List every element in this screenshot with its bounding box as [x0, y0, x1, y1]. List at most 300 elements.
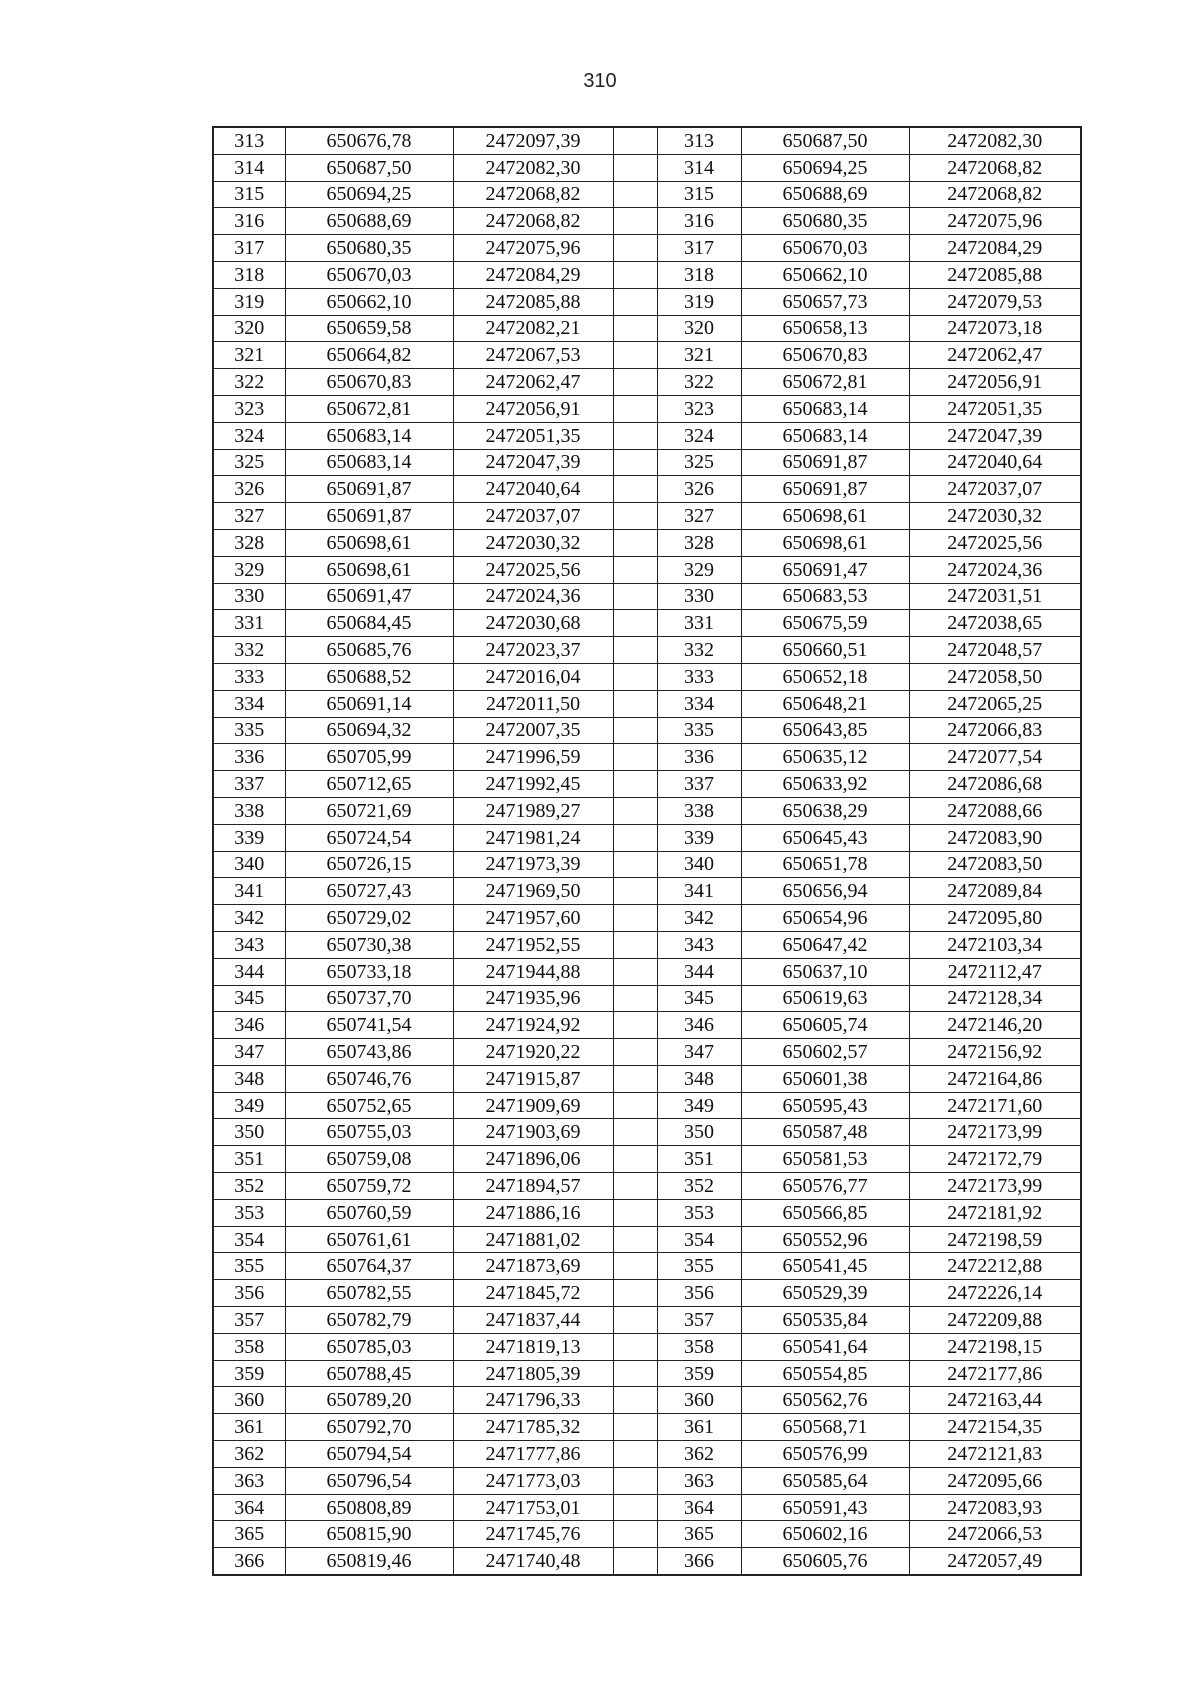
- separator-cell: [613, 1333, 657, 1360]
- x-coordinate-cell: 650705,99: [285, 744, 453, 771]
- y-coordinate-cell: 2472068,82: [909, 181, 1081, 208]
- x-coordinate-cell: 650691,87: [741, 449, 909, 476]
- y-coordinate-cell: 2472067,53: [453, 342, 613, 369]
- y-coordinate-cell: 2472068,82: [453, 208, 613, 235]
- x-coordinate-cell: 650602,16: [741, 1521, 909, 1548]
- x-coordinate-cell: 650680,35: [741, 208, 909, 235]
- y-coordinate-cell: 2472056,91: [453, 395, 613, 422]
- y-coordinate-cell: 2472075,96: [909, 208, 1081, 235]
- point-number-cell: 329: [657, 556, 741, 583]
- y-coordinate-cell: 2471969,50: [453, 878, 613, 905]
- point-number-cell: 359: [657, 1360, 741, 1387]
- x-coordinate-cell: 650698,61: [741, 503, 909, 530]
- y-coordinate-cell: 2472089,84: [909, 878, 1081, 905]
- point-number-cell: 326: [213, 476, 285, 503]
- x-coordinate-cell: 650698,61: [741, 529, 909, 556]
- table-row: [213, 985, 1081, 1012]
- x-coordinate-cell: 650819,46: [285, 1548, 453, 1575]
- x-coordinate-cell: 650741,54: [285, 1012, 453, 1039]
- table-row: [213, 154, 1081, 181]
- point-number-cell: 366: [657, 1548, 741, 1575]
- separator-cell: [613, 1360, 657, 1387]
- y-coordinate-cell: 2471903,69: [453, 1119, 613, 1146]
- y-coordinate-cell: 2472047,39: [453, 449, 613, 476]
- separator-cell: [613, 503, 657, 530]
- point-number-cell: 318: [213, 261, 285, 288]
- point-number-cell: 317: [657, 235, 741, 262]
- table-row: [213, 824, 1081, 851]
- table-row: [213, 637, 1081, 664]
- y-coordinate-cell: 2471845,72: [453, 1280, 613, 1307]
- point-number-cell: 339: [213, 824, 285, 851]
- point-number-cell: 347: [213, 1039, 285, 1066]
- point-number-cell: 323: [213, 395, 285, 422]
- x-coordinate-cell: 650684,45: [285, 610, 453, 637]
- point-number-cell: 339: [657, 824, 741, 851]
- y-coordinate-cell: 2472038,65: [909, 610, 1081, 637]
- y-coordinate-cell: 2472062,47: [909, 342, 1081, 369]
- y-coordinate-cell: 2472172,79: [909, 1146, 1081, 1173]
- point-number-cell: 348: [213, 1065, 285, 1092]
- y-coordinate-cell: 2472085,88: [909, 261, 1081, 288]
- x-coordinate-cell: 650670,83: [285, 369, 453, 396]
- point-number-cell: 355: [657, 1253, 741, 1280]
- point-number-cell: 313: [213, 127, 285, 154]
- coordinates-table-body: [213, 127, 1081, 1575]
- point-number-cell: 320: [213, 315, 285, 342]
- point-number-cell: 343: [213, 931, 285, 958]
- x-coordinate-cell: 650654,96: [741, 905, 909, 932]
- table-row: [213, 503, 1081, 530]
- separator-cell: [613, 663, 657, 690]
- y-coordinate-cell: 2472048,57: [909, 637, 1081, 664]
- point-number-cell: 357: [657, 1307, 741, 1334]
- point-number-cell: 349: [657, 1092, 741, 1119]
- table-row: [213, 1173, 1081, 1200]
- y-coordinate-cell: 2472051,35: [909, 395, 1081, 422]
- x-coordinate-cell: 650656,94: [741, 878, 909, 905]
- table-row: [213, 744, 1081, 771]
- separator-cell: [613, 154, 657, 181]
- coordinates-table: [212, 126, 1082, 1576]
- x-coordinate-cell: 650688,69: [285, 208, 453, 235]
- y-coordinate-cell: 2472025,56: [909, 529, 1081, 556]
- separator-cell: [613, 1467, 657, 1494]
- separator-cell: [613, 261, 657, 288]
- table-row: [213, 1092, 1081, 1119]
- y-coordinate-cell: 2471805,39: [453, 1360, 613, 1387]
- separator-cell: [613, 556, 657, 583]
- y-coordinate-cell: 2472058,50: [909, 663, 1081, 690]
- point-number-cell: 336: [657, 744, 741, 771]
- y-coordinate-cell: 2472024,36: [909, 556, 1081, 583]
- point-number-cell: 327: [213, 503, 285, 530]
- x-coordinate-cell: 650815,90: [285, 1521, 453, 1548]
- table-row: [213, 369, 1081, 396]
- y-coordinate-cell: 2472066,83: [909, 717, 1081, 744]
- y-coordinate-cell: 2471740,48: [453, 1548, 613, 1575]
- table-row: [213, 717, 1081, 744]
- x-coordinate-cell: 650635,12: [741, 744, 909, 771]
- y-coordinate-cell: 2471973,39: [453, 851, 613, 878]
- separator-cell: [613, 637, 657, 664]
- y-coordinate-cell: 2472075,96: [453, 235, 613, 262]
- y-coordinate-cell: 2472037,07: [909, 476, 1081, 503]
- table-row: [213, 1441, 1081, 1468]
- table-row: [213, 690, 1081, 717]
- separator-cell: [613, 771, 657, 798]
- x-coordinate-cell: 650660,51: [741, 637, 909, 664]
- point-number-cell: 317: [213, 235, 285, 262]
- separator-cell: [613, 181, 657, 208]
- separator-cell: [613, 1280, 657, 1307]
- y-coordinate-cell: 2471952,55: [453, 931, 613, 958]
- separator-cell: [613, 1039, 657, 1066]
- x-coordinate-cell: 650737,70: [285, 985, 453, 1012]
- y-coordinate-cell: 2472077,54: [909, 744, 1081, 771]
- point-number-cell: 341: [657, 878, 741, 905]
- x-coordinate-cell: 650691,47: [741, 556, 909, 583]
- point-number-cell: 338: [213, 797, 285, 824]
- table-row: [213, 529, 1081, 556]
- y-coordinate-cell: 2471785,32: [453, 1414, 613, 1441]
- x-coordinate-cell: 650585,64: [741, 1467, 909, 1494]
- y-coordinate-cell: 2471819,13: [453, 1333, 613, 1360]
- point-number-cell: 360: [213, 1387, 285, 1414]
- point-number-cell: 324: [213, 422, 285, 449]
- y-coordinate-cell: 2472128,34: [909, 985, 1081, 1012]
- y-coordinate-cell: 2472095,66: [909, 1467, 1081, 1494]
- x-coordinate-cell: 650788,45: [285, 1360, 453, 1387]
- separator-cell: [613, 288, 657, 315]
- table-row: [213, 127, 1081, 154]
- table-row: [213, 1387, 1081, 1414]
- y-coordinate-cell: 2471753,01: [453, 1494, 613, 1521]
- point-number-cell: 350: [213, 1119, 285, 1146]
- point-number-cell: 342: [657, 905, 741, 932]
- point-number-cell: 356: [657, 1280, 741, 1307]
- y-coordinate-cell: 2472023,37: [453, 637, 613, 664]
- x-coordinate-cell: 650587,48: [741, 1119, 909, 1146]
- x-coordinate-cell: 650755,03: [285, 1119, 453, 1146]
- separator-cell: [613, 529, 657, 556]
- y-coordinate-cell: 2472146,20: [909, 1012, 1081, 1039]
- y-coordinate-cell: 2472068,82: [909, 154, 1081, 181]
- point-number-cell: 363: [213, 1467, 285, 1494]
- x-coordinate-cell: 650672,81: [285, 395, 453, 422]
- table-row: [213, 1333, 1081, 1360]
- table-row: [213, 1226, 1081, 1253]
- point-number-cell: 340: [213, 851, 285, 878]
- y-coordinate-cell: 2472198,59: [909, 1226, 1081, 1253]
- y-coordinate-cell: 2472011,50: [453, 690, 613, 717]
- separator-cell: [613, 395, 657, 422]
- y-coordinate-cell: 2472066,53: [909, 1521, 1081, 1548]
- point-number-cell: 366: [213, 1548, 285, 1575]
- separator-cell: [613, 851, 657, 878]
- y-coordinate-cell: 2472082,30: [453, 154, 613, 181]
- point-number-cell: 319: [657, 288, 741, 315]
- point-number-cell: 354: [657, 1226, 741, 1253]
- point-number-cell: 365: [213, 1521, 285, 1548]
- point-number-cell: 322: [657, 369, 741, 396]
- x-coordinate-cell: 650529,39: [741, 1280, 909, 1307]
- separator-cell: [613, 1387, 657, 1414]
- separator-cell: [613, 342, 657, 369]
- point-number-cell: 328: [213, 529, 285, 556]
- x-coordinate-cell: 650746,76: [285, 1065, 453, 1092]
- table-row: [213, 1065, 1081, 1092]
- table-row: [213, 1360, 1081, 1387]
- separator-cell: [613, 797, 657, 824]
- y-coordinate-cell: 2472088,66: [909, 797, 1081, 824]
- y-coordinate-cell: 2472083,90: [909, 824, 1081, 851]
- point-number-cell: 343: [657, 931, 741, 958]
- point-number-cell: 322: [213, 369, 285, 396]
- table-row: [213, 1146, 1081, 1173]
- x-coordinate-cell: 650782,79: [285, 1307, 453, 1334]
- table-row: [213, 235, 1081, 262]
- x-coordinate-cell: 650688,69: [741, 181, 909, 208]
- y-coordinate-cell: 2472031,51: [909, 583, 1081, 610]
- y-coordinate-cell: 2471886,16: [453, 1199, 613, 1226]
- y-coordinate-cell: 2471837,44: [453, 1307, 613, 1334]
- separator-cell: [613, 1226, 657, 1253]
- table-row: [213, 1280, 1081, 1307]
- separator-cell: [613, 958, 657, 985]
- x-coordinate-cell: 650591,43: [741, 1494, 909, 1521]
- separator-cell: [613, 1253, 657, 1280]
- x-coordinate-cell: 650759,72: [285, 1173, 453, 1200]
- x-coordinate-cell: 650792,70: [285, 1414, 453, 1441]
- y-coordinate-cell: 2472062,47: [453, 369, 613, 396]
- x-coordinate-cell: 650685,76: [285, 637, 453, 664]
- x-coordinate-cell: 650664,82: [285, 342, 453, 369]
- x-coordinate-cell: 650541,64: [741, 1333, 909, 1360]
- separator-cell: [613, 717, 657, 744]
- x-coordinate-cell: 650698,61: [285, 529, 453, 556]
- x-coordinate-cell: 650726,15: [285, 851, 453, 878]
- point-number-cell: 319: [213, 288, 285, 315]
- separator-cell: [613, 422, 657, 449]
- y-coordinate-cell: 2472025,56: [453, 556, 613, 583]
- point-number-cell: 328: [657, 529, 741, 556]
- y-coordinate-cell: 2472177,86: [909, 1360, 1081, 1387]
- x-coordinate-cell: 650796,54: [285, 1467, 453, 1494]
- y-coordinate-cell: 2471924,92: [453, 1012, 613, 1039]
- y-coordinate-cell: 2471873,69: [453, 1253, 613, 1280]
- y-coordinate-cell: 2471896,06: [453, 1146, 613, 1173]
- x-coordinate-cell: 650688,52: [285, 663, 453, 690]
- table-row: [213, 1119, 1081, 1146]
- point-number-cell: 332: [657, 637, 741, 664]
- point-number-cell: 321: [213, 342, 285, 369]
- point-number-cell: 330: [213, 583, 285, 610]
- table-row: [213, 342, 1081, 369]
- y-coordinate-cell: 2472121,83: [909, 1441, 1081, 1468]
- point-number-cell: 318: [657, 261, 741, 288]
- x-coordinate-cell: 650752,65: [285, 1092, 453, 1119]
- x-coordinate-cell: 650652,18: [741, 663, 909, 690]
- y-coordinate-cell: 2472082,30: [909, 127, 1081, 154]
- y-coordinate-cell: 2472085,88: [453, 288, 613, 315]
- point-number-cell: 363: [657, 1467, 741, 1494]
- table-row: [213, 1414, 1081, 1441]
- point-number-cell: 335: [657, 717, 741, 744]
- y-coordinate-cell: 2472068,82: [453, 181, 613, 208]
- point-number-cell: 341: [213, 878, 285, 905]
- x-coordinate-cell: 650680,35: [285, 235, 453, 262]
- x-coordinate-cell: 650698,61: [285, 556, 453, 583]
- y-coordinate-cell: 2472037,07: [453, 503, 613, 530]
- x-coordinate-cell: 650764,37: [285, 1253, 453, 1280]
- y-coordinate-cell: 2472057,49: [909, 1548, 1081, 1575]
- table-row: [213, 931, 1081, 958]
- table-row: [213, 476, 1081, 503]
- point-number-cell: 346: [213, 1012, 285, 1039]
- y-coordinate-cell: 2472103,34: [909, 931, 1081, 958]
- y-coordinate-cell: 2472040,64: [453, 476, 613, 503]
- point-number-cell: 349: [213, 1092, 285, 1119]
- point-number-cell: 323: [657, 395, 741, 422]
- x-coordinate-cell: 650638,29: [741, 797, 909, 824]
- table-row: [213, 878, 1081, 905]
- y-coordinate-cell: 2471957,60: [453, 905, 613, 932]
- point-number-cell: 365: [657, 1521, 741, 1548]
- x-coordinate-cell: 650554,85: [741, 1360, 909, 1387]
- separator-cell: [613, 1494, 657, 1521]
- separator-cell: [613, 1146, 657, 1173]
- x-coordinate-cell: 650759,08: [285, 1146, 453, 1173]
- y-coordinate-cell: 2472040,64: [909, 449, 1081, 476]
- point-number-cell: 352: [657, 1173, 741, 1200]
- point-number-cell: 325: [657, 449, 741, 476]
- point-number-cell: 352: [213, 1173, 285, 1200]
- x-coordinate-cell: 650581,53: [741, 1146, 909, 1173]
- x-coordinate-cell: 650760,59: [285, 1199, 453, 1226]
- point-number-cell: 332: [213, 637, 285, 664]
- table-row: [213, 208, 1081, 235]
- x-coordinate-cell: 650691,87: [285, 503, 453, 530]
- y-coordinate-cell: 2472047,39: [909, 422, 1081, 449]
- separator-cell: [613, 208, 657, 235]
- x-coordinate-cell: 650691,14: [285, 690, 453, 717]
- x-coordinate-cell: 650683,14: [741, 422, 909, 449]
- y-coordinate-cell: 2472084,29: [453, 261, 613, 288]
- y-coordinate-cell: 2472083,50: [909, 851, 1081, 878]
- y-coordinate-cell: 2471915,87: [453, 1065, 613, 1092]
- x-coordinate-cell: 650541,45: [741, 1253, 909, 1280]
- point-number-cell: 324: [657, 422, 741, 449]
- separator-cell: [613, 1441, 657, 1468]
- x-coordinate-cell: 650568,71: [741, 1414, 909, 1441]
- table-row: [213, 315, 1081, 342]
- x-coordinate-cell: 650683,53: [741, 583, 909, 610]
- y-coordinate-cell: 2472056,91: [909, 369, 1081, 396]
- point-number-cell: 347: [657, 1039, 741, 1066]
- table-row: [213, 1253, 1081, 1280]
- x-coordinate-cell: 650694,25: [741, 154, 909, 181]
- y-coordinate-cell: 2471881,02: [453, 1226, 613, 1253]
- point-number-cell: 358: [213, 1333, 285, 1360]
- x-coordinate-cell: 650658,13: [741, 315, 909, 342]
- x-coordinate-cell: 650727,43: [285, 878, 453, 905]
- separator-cell: [613, 1414, 657, 1441]
- y-coordinate-cell: 2472226,14: [909, 1280, 1081, 1307]
- point-number-cell: 337: [657, 771, 741, 798]
- y-coordinate-cell: 2472030,32: [909, 503, 1081, 530]
- y-coordinate-cell: 2472164,86: [909, 1065, 1081, 1092]
- point-number-cell: 329: [213, 556, 285, 583]
- table-row: [213, 1521, 1081, 1548]
- x-coordinate-cell: 650576,99: [741, 1441, 909, 1468]
- table-row: [213, 395, 1081, 422]
- x-coordinate-cell: 650794,54: [285, 1441, 453, 1468]
- point-number-cell: 337: [213, 771, 285, 798]
- x-coordinate-cell: 650670,03: [741, 235, 909, 262]
- point-number-cell: 340: [657, 851, 741, 878]
- point-number-cell: 333: [657, 663, 741, 690]
- y-coordinate-cell: 2472154,35: [909, 1414, 1081, 1441]
- point-number-cell: 345: [213, 985, 285, 1012]
- x-coordinate-cell: 650808,89: [285, 1494, 453, 1521]
- x-coordinate-cell: 650566,85: [741, 1199, 909, 1226]
- separator-cell: [613, 985, 657, 1012]
- separator-cell: [613, 931, 657, 958]
- y-coordinate-cell: 2472065,25: [909, 690, 1081, 717]
- x-coordinate-cell: 650712,65: [285, 771, 453, 798]
- separator-cell: [613, 315, 657, 342]
- table-row: [213, 958, 1081, 985]
- x-coordinate-cell: 650576,77: [741, 1173, 909, 1200]
- x-coordinate-cell: 650694,25: [285, 181, 453, 208]
- point-number-cell: 334: [213, 690, 285, 717]
- x-coordinate-cell: 650683,14: [285, 449, 453, 476]
- table-row: [213, 181, 1081, 208]
- table-row: [213, 288, 1081, 315]
- y-coordinate-cell: 2472079,53: [909, 288, 1081, 315]
- table-row: [213, 1548, 1081, 1575]
- table-row: [213, 1467, 1081, 1494]
- x-coordinate-cell: 650657,73: [741, 288, 909, 315]
- point-number-cell: 351: [213, 1146, 285, 1173]
- y-coordinate-cell: 2472016,04: [453, 663, 613, 690]
- y-coordinate-cell: 2472173,99: [909, 1173, 1081, 1200]
- point-number-cell: 351: [657, 1146, 741, 1173]
- table-row: [213, 422, 1081, 449]
- separator-cell: [613, 1119, 657, 1146]
- point-number-cell: 330: [657, 583, 741, 610]
- y-coordinate-cell: 2472084,29: [909, 235, 1081, 262]
- y-coordinate-cell: 2472209,88: [909, 1307, 1081, 1334]
- x-coordinate-cell: 650687,50: [285, 154, 453, 181]
- x-coordinate-cell: 650659,58: [285, 315, 453, 342]
- y-coordinate-cell: 2472173,99: [909, 1119, 1081, 1146]
- point-number-cell: 333: [213, 663, 285, 690]
- x-coordinate-cell: 650605,76: [741, 1548, 909, 1575]
- x-coordinate-cell: 650645,43: [741, 824, 909, 851]
- x-coordinate-cell: 650691,87: [285, 476, 453, 503]
- point-number-cell: 321: [657, 342, 741, 369]
- x-coordinate-cell: 650651,78: [741, 851, 909, 878]
- point-number-cell: 353: [213, 1199, 285, 1226]
- point-number-cell: 346: [657, 1012, 741, 1039]
- point-number-cell: 345: [657, 985, 741, 1012]
- y-coordinate-cell: 2471996,59: [453, 744, 613, 771]
- y-coordinate-cell: 2471777,86: [453, 1441, 613, 1468]
- y-coordinate-cell: 2472095,80: [909, 905, 1081, 932]
- y-coordinate-cell: 2471944,88: [453, 958, 613, 985]
